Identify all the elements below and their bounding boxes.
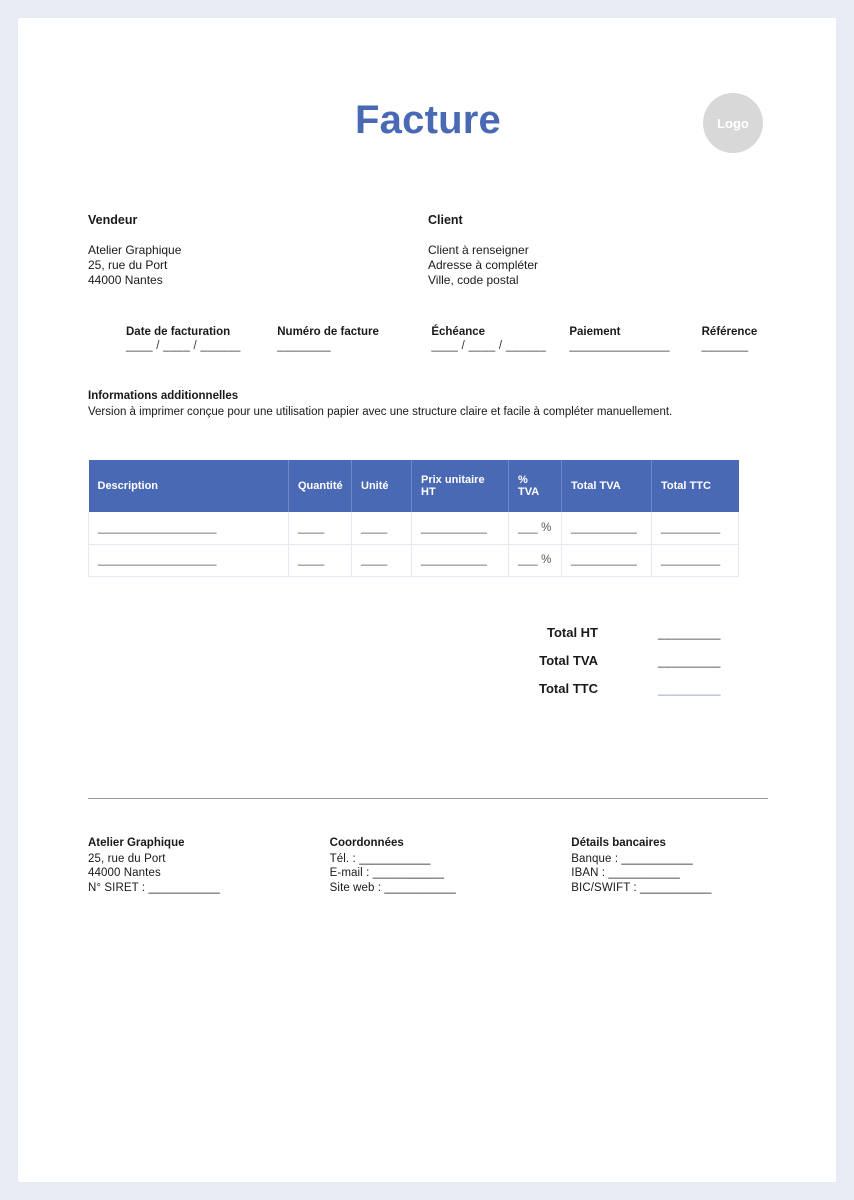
footer-heading: Atelier Graphique bbox=[88, 836, 185, 849]
cell-total-ttc[interactable]: _________ bbox=[652, 544, 739, 576]
total-blank-line[interactable]: _________ bbox=[658, 625, 721, 640]
client-heading: Client bbox=[428, 213, 463, 227]
logo-placeholder bbox=[703, 93, 763, 153]
cell-unit[interactable]: ____ bbox=[352, 544, 412, 576]
additional-info-section bbox=[88, 390, 768, 420]
parties-section bbox=[88, 213, 768, 288]
field-label: Date de facturation bbox=[126, 326, 231, 338]
field-reference bbox=[702, 326, 768, 352]
field-blank-line[interactable]: _______ bbox=[701, 340, 749, 352]
field-label: Numéro de facture bbox=[277, 326, 379, 338]
seller-block bbox=[88, 213, 428, 288]
cell-quantity[interactable]: ____ bbox=[289, 512, 352, 544]
field-blank-line[interactable]: ____ / ____ / ______ bbox=[126, 340, 241, 352]
additional-info-heading: Informations additionnelles bbox=[88, 390, 239, 402]
line-items-table bbox=[88, 460, 739, 577]
field-label: Paiement bbox=[569, 326, 621, 338]
footer-divider bbox=[88, 798, 768, 799]
footer-company-block bbox=[88, 837, 315, 896]
total-label: Total TVA bbox=[539, 653, 598, 668]
invoice-sheet bbox=[18, 18, 836, 1182]
field-payment bbox=[569, 326, 673, 352]
total-label: Total HT bbox=[546, 625, 598, 640]
field-blank-line[interactable]: ________ bbox=[277, 340, 331, 352]
seller-line: 44000 Nantes bbox=[88, 273, 163, 287]
total-label: Total TTC bbox=[539, 681, 598, 696]
seller-line: 25, rue du Port bbox=[88, 258, 168, 272]
footer-line-phone[interactable]: Tél. : ___________ bbox=[329, 852, 431, 865]
field-label: Échéance bbox=[431, 326, 486, 338]
table-row bbox=[89, 512, 739, 544]
seller-heading: Vendeur bbox=[88, 213, 138, 227]
cell-vat-rate[interactable]: ___ % bbox=[509, 544, 562, 576]
field-blank-line[interactable]: _______________ bbox=[569, 340, 670, 352]
field-label: Référence bbox=[701, 326, 758, 338]
field-due-date bbox=[431, 326, 547, 352]
column-header-unit: Unité bbox=[352, 460, 412, 512]
footer-bank-block bbox=[541, 837, 768, 896]
cell-unit-price[interactable]: __________ bbox=[412, 544, 509, 576]
invoice-footer bbox=[88, 837, 768, 896]
cell-unit-price[interactable]: __________ bbox=[412, 512, 509, 544]
field-invoice-number bbox=[277, 326, 403, 352]
footer-line-bank[interactable]: Banque : ___________ bbox=[571, 852, 693, 865]
logo-label: Logo bbox=[717, 115, 749, 131]
footer-line-bic[interactable]: BIC/SWIFT : ___________ bbox=[571, 881, 712, 894]
table-header-row bbox=[89, 460, 739, 512]
cell-description[interactable]: __________________ bbox=[89, 512, 289, 544]
column-header-total-vat: Total TVA bbox=[562, 460, 652, 512]
cell-total-vat[interactable]: __________ bbox=[562, 544, 652, 576]
footer-line-iban[interactable]: IBAN : ___________ bbox=[571, 867, 680, 879]
cell-description[interactable]: __________________ bbox=[89, 544, 289, 576]
field-invoice-date bbox=[126, 326, 249, 352]
footer-line-website[interactable]: Site web : ___________ bbox=[329, 881, 456, 894]
total-row-ht bbox=[88, 619, 738, 647]
column-header-description: Description bbox=[89, 460, 289, 512]
totals-section bbox=[88, 619, 738, 703]
client-line: Adresse à compléter bbox=[428, 258, 539, 272]
client-line: Client à renseigner bbox=[428, 243, 529, 257]
column-header-vat-rate: % TVA bbox=[509, 460, 562, 512]
client-line: Ville, code postal bbox=[428, 273, 519, 287]
total-blank-line[interactable]: _________ bbox=[658, 653, 721, 668]
cell-total-vat[interactable]: __________ bbox=[562, 512, 652, 544]
footer-heading: Coordonnées bbox=[329, 836, 404, 849]
footer-contact-block bbox=[315, 837, 542, 896]
total-blank-line[interactable]: _________ bbox=[658, 681, 721, 696]
seller-line: Atelier Graphique bbox=[88, 243, 182, 257]
column-header-unit-price: Prix unitaire HT bbox=[412, 460, 509, 512]
total-row-ttc bbox=[88, 675, 738, 703]
footer-line-email[interactable]: E-mail : ___________ bbox=[329, 867, 445, 879]
cell-unit[interactable]: ____ bbox=[352, 512, 412, 544]
footer-line: 25, rue du Port bbox=[88, 852, 166, 865]
field-blank-line[interactable]: ____ / ____ / ______ bbox=[431, 340, 547, 352]
invoice-meta-row bbox=[88, 326, 768, 352]
table-row bbox=[89, 544, 739, 576]
cell-quantity[interactable]: ____ bbox=[289, 544, 352, 576]
invoice-content bbox=[88, 78, 768, 895]
footer-line-siret[interactable]: N° SIRET : ___________ bbox=[88, 881, 220, 894]
footer-heading: Détails bancaires bbox=[571, 836, 666, 849]
client-block bbox=[428, 213, 768, 288]
additional-info-text: Version à imprimer conçue pour une utilisation papier avec une structure claire et facile à compléter manuellement. bbox=[88, 406, 673, 418]
total-row-tva bbox=[88, 647, 738, 675]
column-header-total-ttc: Total TTC bbox=[652, 460, 739, 512]
page-title: Facture bbox=[355, 98, 501, 142]
cell-total-ttc[interactable]: _________ bbox=[652, 512, 739, 544]
cell-vat-rate[interactable]: ___ % bbox=[509, 512, 562, 544]
invoice-header bbox=[88, 78, 768, 168]
column-header-quantity: Quantité bbox=[289, 460, 352, 512]
footer-line: 44000 Nantes bbox=[88, 867, 161, 879]
